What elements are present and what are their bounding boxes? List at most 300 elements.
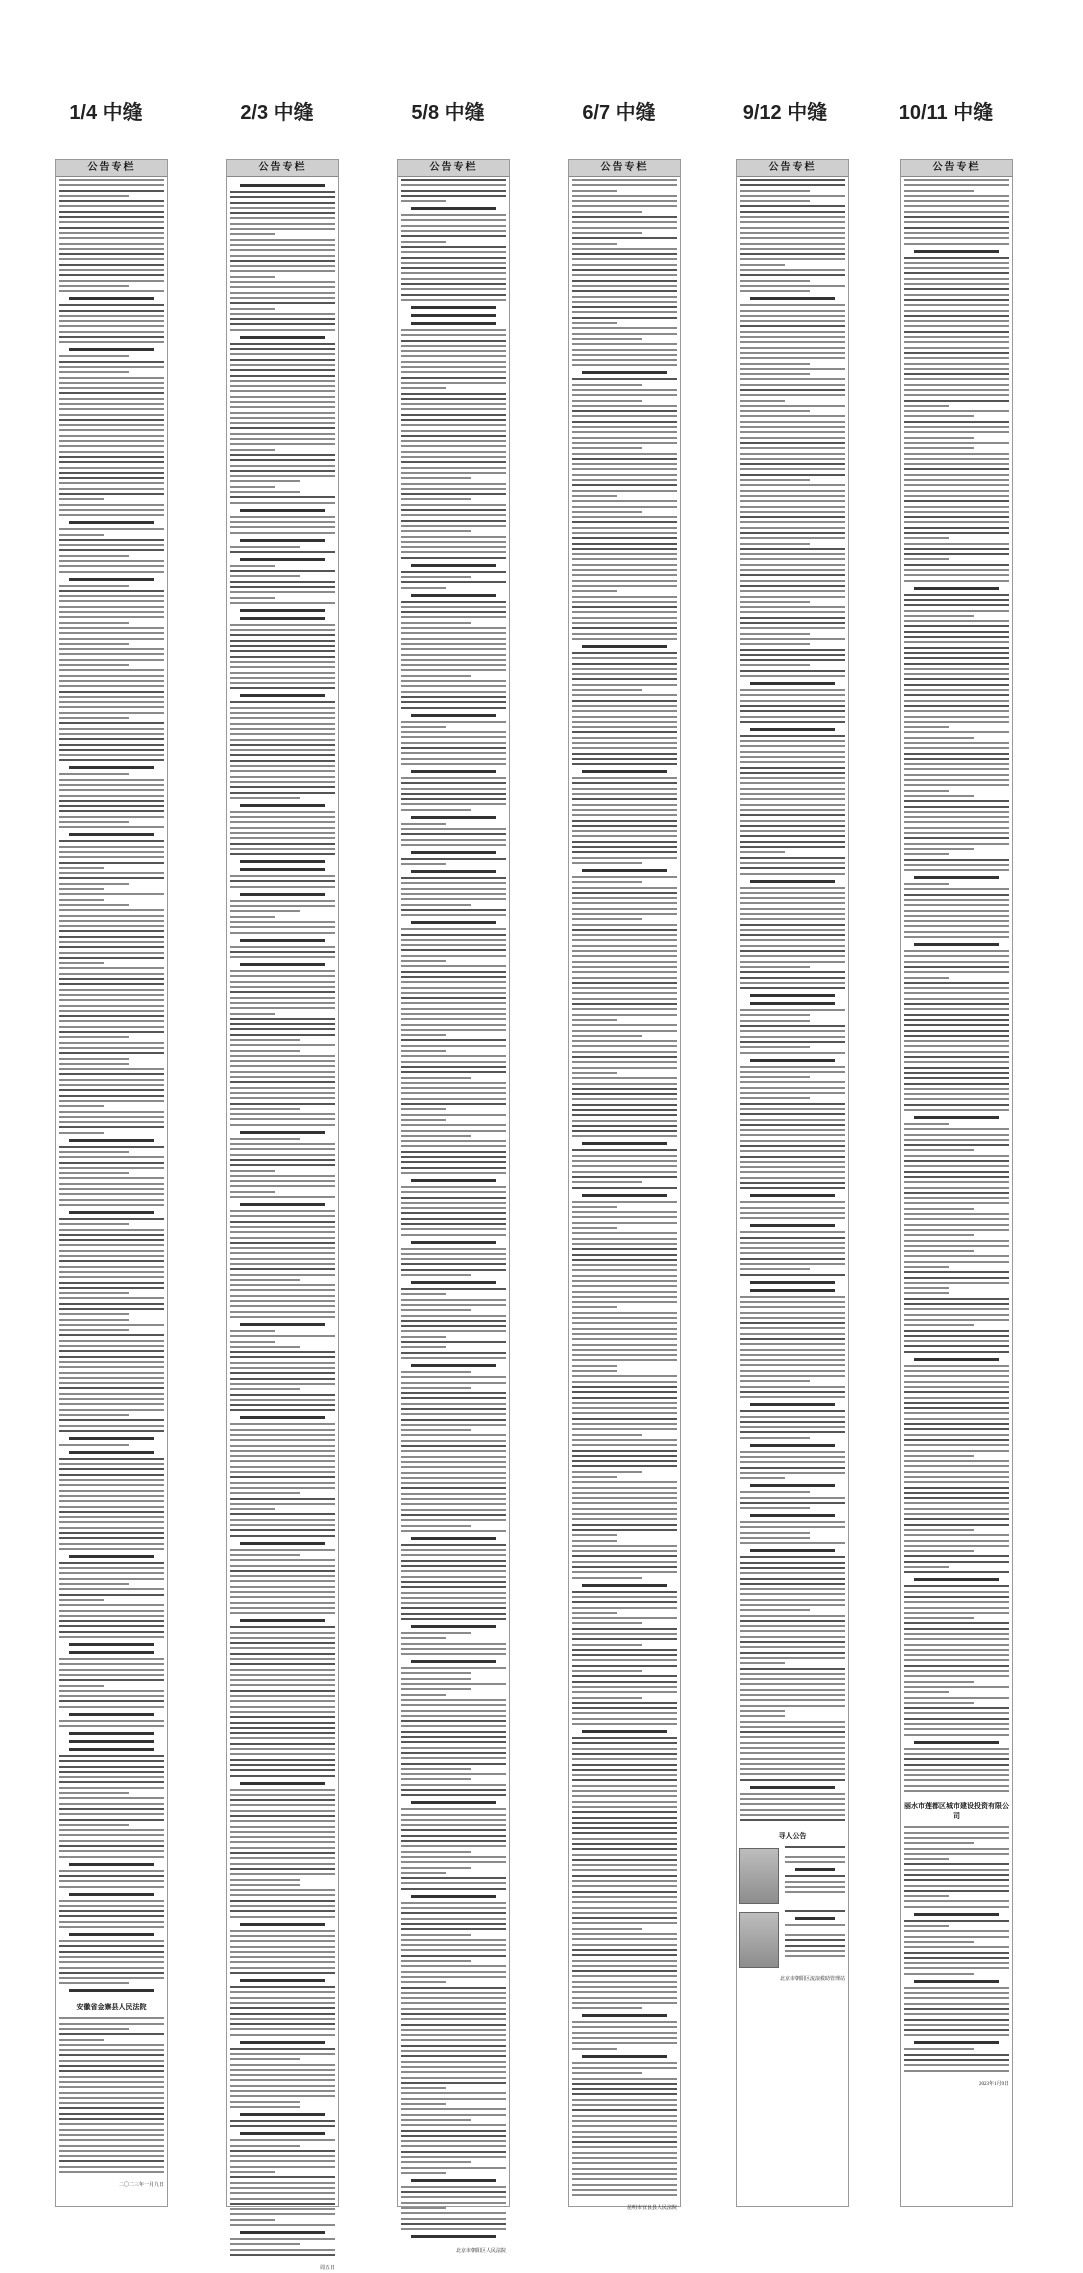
text-line <box>572 689 642 691</box>
text-line <box>401 1678 471 1680</box>
text-line <box>740 1237 845 1239</box>
text-line <box>401 1618 506 1620</box>
text-line <box>740 258 845 260</box>
text-line <box>904 1460 1009 1462</box>
text-line <box>240 558 325 561</box>
text-line <box>59 816 164 818</box>
text-line <box>572 205 677 207</box>
text-line <box>904 1234 974 1236</box>
text-line <box>59 419 164 421</box>
text-line <box>230 1524 335 1526</box>
text-line <box>230 1434 335 1436</box>
text-line <box>59 738 164 740</box>
text-line <box>411 2179 496 2182</box>
text-line <box>572 1712 677 1714</box>
text-line <box>572 378 677 380</box>
text-line <box>401 2050 506 2052</box>
text-line <box>230 1087 335 1089</box>
text-line <box>230 1210 335 1212</box>
text-line <box>401 839 506 841</box>
text-line <box>572 881 642 883</box>
text-line <box>572 1487 677 1489</box>
text-line <box>572 876 677 878</box>
text-line <box>572 1566 677 1568</box>
text-line <box>59 1834 164 1836</box>
text-line <box>572 2048 617 2050</box>
text-line <box>904 2029 1009 2031</box>
text-line <box>904 925 1009 927</box>
text-line <box>401 2002 506 2004</box>
text-line <box>572 918 642 920</box>
text-line <box>572 1790 677 1792</box>
text-line <box>572 1365 617 1367</box>
text-line <box>904 1774 1009 1776</box>
text-line <box>59 227 164 229</box>
text-line <box>59 1562 164 1564</box>
text-line <box>401 1840 506 1842</box>
text-line <box>572 1723 677 1725</box>
text-line <box>904 894 1009 896</box>
text-line <box>572 1338 677 1340</box>
text-line <box>572 1891 677 1893</box>
text-line <box>230 1092 335 1094</box>
text-line <box>740 1066 845 1068</box>
text-line <box>740 1646 845 1648</box>
text-line <box>59 856 164 858</box>
text-line <box>230 1311 335 1313</box>
text-line <box>230 1268 335 1270</box>
text-line <box>230 932 335 934</box>
text-line <box>59 712 164 714</box>
text-line <box>401 844 506 846</box>
text-line <box>740 1773 845 1775</box>
text-line <box>230 1196 335 1198</box>
text-line <box>904 1067 1009 1069</box>
text-line <box>904 1083 1009 1085</box>
text-line <box>572 468 677 470</box>
text-line <box>401 1186 506 1188</box>
text-line <box>401 251 506 253</box>
text-line <box>230 2023 335 2025</box>
text-line <box>230 672 335 674</box>
text-line <box>572 1622 642 1624</box>
text-line <box>230 292 335 294</box>
text-line <box>572 1737 677 1739</box>
text-line <box>740 1231 845 1233</box>
text-line <box>401 530 471 532</box>
text-line <box>401 200 446 202</box>
text-line <box>59 1829 164 1831</box>
text-line <box>572 1880 677 1882</box>
text-line <box>740 415 845 417</box>
text-line <box>401 1223 506 1225</box>
text-line <box>401 1315 506 1317</box>
text-line <box>582 1584 667 1587</box>
text-line <box>572 1285 677 1287</box>
text-line <box>230 1789 335 1791</box>
text-line <box>59 1803 164 1805</box>
text-line <box>740 1742 845 1744</box>
text-line <box>59 445 164 447</box>
text-line <box>401 1274 471 1276</box>
text-line <box>904 1858 949 1860</box>
text-line <box>240 1416 325 1419</box>
text-line <box>572 1312 677 1314</box>
text-line <box>230 1658 335 1660</box>
text-line <box>572 945 677 947</box>
text-line <box>401 2024 506 2026</box>
text-line <box>230 318 335 320</box>
text-line <box>230 1836 335 1838</box>
text-line <box>59 1940 164 1942</box>
text-line <box>401 1108 446 1110</box>
text-line <box>230 502 335 504</box>
text-line <box>904 1271 1009 1273</box>
text-line <box>230 343 335 345</box>
text-line <box>740 243 845 245</box>
text-line <box>572 1407 677 1409</box>
text-line <box>230 970 335 972</box>
text-line <box>740 1689 845 1691</box>
text-line <box>572 511 642 513</box>
text-line <box>740 506 845 508</box>
text-line <box>230 1910 335 1912</box>
text-line <box>904 490 1009 492</box>
text-line <box>572 1222 677 1224</box>
text-line <box>59 590 164 592</box>
text-line <box>572 798 677 800</box>
text-line <box>904 1785 1009 1787</box>
text-line <box>750 682 835 685</box>
text-line <box>572 1423 677 1425</box>
text-line <box>59 1808 164 1810</box>
text-line <box>904 843 1009 845</box>
text-line <box>230 1023 335 1025</box>
text-line <box>572 1718 677 1720</box>
text-line <box>401 2092 506 2094</box>
text-line <box>740 527 845 529</box>
text-line <box>740 421 845 423</box>
text-line <box>740 950 845 952</box>
text-line <box>59 1313 129 1315</box>
text-line <box>59 1340 164 1342</box>
text-line <box>740 633 810 635</box>
text-line <box>230 1554 300 1556</box>
text-line <box>230 2243 300 2245</box>
text-line <box>230 475 335 477</box>
text-line <box>59 888 104 890</box>
text-line <box>411 1281 496 1284</box>
text-line <box>59 632 164 634</box>
notice-title: 丽水市莲都区城市建设投资有限公司 <box>904 1803 1009 1821</box>
text-line <box>401 944 506 946</box>
text-line <box>740 1301 845 1303</box>
text-line <box>740 1567 845 1569</box>
text-line <box>401 632 506 634</box>
text-line <box>59 1089 164 1091</box>
text-line <box>750 1281 835 1284</box>
text-line <box>572 788 677 790</box>
text-line <box>59 1819 164 1821</box>
text-line <box>59 1350 164 1352</box>
text-line <box>740 1588 845 1590</box>
text-line <box>59 1961 164 1963</box>
text-line <box>572 924 677 926</box>
text-line <box>740 1071 845 1073</box>
text-line <box>69 1893 154 1896</box>
text-line <box>401 1519 506 1521</box>
text-line <box>59 877 164 879</box>
text-line <box>401 1413 506 1415</box>
text-line <box>401 1493 506 1495</box>
text-line <box>740 320 845 322</box>
text-line <box>904 1952 1009 1954</box>
text-line <box>59 403 164 405</box>
text-line <box>572 216 677 218</box>
text-line <box>904 1702 974 1704</box>
text-line <box>59 1792 129 1794</box>
text-line <box>59 1479 164 1481</box>
text-line <box>904 2034 1009 2036</box>
text-line <box>401 1773 506 1775</box>
text-line <box>740 627 845 629</box>
text-line <box>572 606 677 608</box>
text-line <box>572 2115 677 2117</box>
text-line <box>740 1736 845 1738</box>
text-line <box>230 2048 335 2050</box>
text-line <box>401 701 506 703</box>
text-line <box>230 1081 335 1083</box>
text-line <box>230 297 335 299</box>
text-line <box>59 648 164 650</box>
text-line <box>740 543 810 545</box>
text-line <box>904 232 1009 234</box>
text-line <box>904 1900 1009 1902</box>
text-line <box>59 377 164 379</box>
text-line <box>401 2108 506 2110</box>
text-line <box>401 691 506 693</box>
text-line <box>230 217 335 219</box>
text-line <box>401 525 506 527</box>
text-line <box>904 262 1009 264</box>
notice-text-block <box>56 177 167 1998</box>
text-line <box>740 649 845 651</box>
text-line <box>904 1826 1009 1828</box>
text-line <box>904 768 1009 770</box>
text-line <box>230 470 335 472</box>
text-line <box>401 1008 506 1010</box>
text-line <box>401 1789 506 1791</box>
text-line <box>59 498 104 500</box>
text-line <box>572 290 677 292</box>
text-line <box>904 1481 1009 1483</box>
text-line <box>401 1299 506 1301</box>
text-line <box>59 952 164 954</box>
text-line <box>904 1287 949 1289</box>
text-line <box>401 1167 506 1169</box>
text-line <box>572 1638 677 1640</box>
text-line <box>69 521 154 524</box>
text-line <box>572 961 677 963</box>
text-line <box>572 1654 677 1656</box>
text-line <box>401 472 506 474</box>
text-line <box>740 934 845 936</box>
text-line <box>572 179 677 181</box>
text-line <box>59 1880 164 1882</box>
text-line <box>572 2157 677 2159</box>
text-line <box>904 742 1009 744</box>
text-line <box>230 1018 335 1020</box>
text-line <box>401 1077 471 1079</box>
text-line <box>904 1659 1009 1661</box>
text-line <box>401 1949 506 1951</box>
text-line <box>401 659 506 661</box>
text-line <box>904 1863 1009 1865</box>
text-line <box>572 479 677 481</box>
text-line <box>230 591 335 593</box>
text-line <box>59 826 164 828</box>
text-line <box>914 587 999 590</box>
text-line <box>59 355 129 357</box>
text-line <box>59 851 164 853</box>
text-line <box>240 184 325 187</box>
text-line <box>740 761 845 763</box>
text-line <box>572 394 677 396</box>
text-line <box>904 931 1009 933</box>
text-line <box>401 1429 471 1431</box>
text-line <box>401 2151 506 2153</box>
text-line <box>401 1228 506 1230</box>
text-line <box>230 586 335 588</box>
text-line <box>411 1660 496 1663</box>
text-line <box>230 1769 335 1771</box>
text-line <box>401 1934 471 1936</box>
text-line <box>59 595 164 597</box>
text-line <box>572 1019 617 1021</box>
text-line <box>59 1679 164 1681</box>
text-line <box>740 574 845 576</box>
text-line <box>740 1683 845 1685</box>
text-line <box>740 1526 845 1528</box>
text-line <box>401 1124 506 1126</box>
text-line <box>572 1753 677 1755</box>
text-line <box>401 1234 506 1236</box>
text-line <box>740 1502 845 1504</box>
text-line <box>740 846 845 848</box>
text-line <box>59 1905 164 1907</box>
text-line <box>401 987 506 989</box>
text-line <box>401 2212 506 2214</box>
text-line <box>740 1108 845 1110</box>
text-line <box>401 1202 506 1204</box>
text-line <box>572 1254 677 1256</box>
text-line <box>572 1160 677 1162</box>
text-line <box>230 551 335 553</box>
text-line <box>572 617 677 619</box>
text-line <box>69 1989 154 1992</box>
text-line <box>59 1255 164 1257</box>
text-line <box>572 1644 642 1646</box>
text-line <box>230 2002 335 2004</box>
text-line <box>59 2044 164 2046</box>
text-line <box>572 804 677 806</box>
text-line <box>230 239 335 241</box>
text-line <box>572 902 677 904</box>
text-line <box>401 1715 506 1717</box>
text-line <box>230 1237 335 1239</box>
notice-text-block <box>782 1908 848 1963</box>
text-line <box>904 987 1009 989</box>
text-line <box>401 1336 446 1338</box>
text-line <box>904 1869 1009 1871</box>
text-line <box>69 348 154 351</box>
text-line <box>230 1170 275 1172</box>
text-line <box>230 2139 335 2141</box>
text-line <box>740 1636 845 1638</box>
text-line <box>59 237 164 239</box>
text-line <box>572 611 677 613</box>
text-line <box>59 1674 164 1676</box>
text-line <box>904 1165 1009 1167</box>
text-line <box>904 2054 1009 2056</box>
text-line <box>904 1061 1009 1063</box>
text-line <box>230 1775 335 1777</box>
text-line <box>582 2014 667 2017</box>
text-line <box>572 1275 677 1277</box>
text-line <box>230 2028 335 2030</box>
text-line <box>59 1297 164 1299</box>
text-line <box>59 1921 164 1923</box>
text-line <box>401 1346 446 1348</box>
text-line <box>740 1461 845 1463</box>
text-line <box>740 1087 845 1089</box>
text-line <box>230 196 335 198</box>
text-line <box>59 1771 164 1773</box>
text-line <box>740 1604 845 1606</box>
text-line <box>401 498 471 500</box>
text-line <box>572 825 677 827</box>
text-line <box>59 248 164 250</box>
text-line <box>785 1856 845 1858</box>
text-line <box>69 1713 154 1716</box>
text-line <box>904 1412 1009 1414</box>
text-line <box>904 1439 1009 1441</box>
text-line <box>904 1144 1009 1146</box>
text-line <box>240 1323 325 1326</box>
text-line <box>740 1662 785 1664</box>
notice-text-block <box>901 1824 1012 2077</box>
text-line <box>572 1450 677 1452</box>
text-line <box>59 1490 164 1492</box>
column-heading-4: 6/7 中缝 <box>582 102 656 124</box>
text-line <box>401 1071 506 1073</box>
text-line <box>572 846 677 848</box>
text-line <box>904 179 1009 181</box>
text-line <box>401 1161 506 1163</box>
text-line <box>401 408 506 410</box>
text-line <box>904 1832 1009 1834</box>
text-line <box>230 1231 335 1233</box>
text-line <box>740 643 810 645</box>
text-line <box>59 840 164 842</box>
text-line <box>572 1243 677 1245</box>
text-line <box>904 705 1009 707</box>
text-line <box>59 1319 129 1321</box>
text-line <box>401 1763 506 1765</box>
text-line <box>572 1206 617 1208</box>
text-line <box>572 998 677 1000</box>
text-line <box>904 447 974 449</box>
